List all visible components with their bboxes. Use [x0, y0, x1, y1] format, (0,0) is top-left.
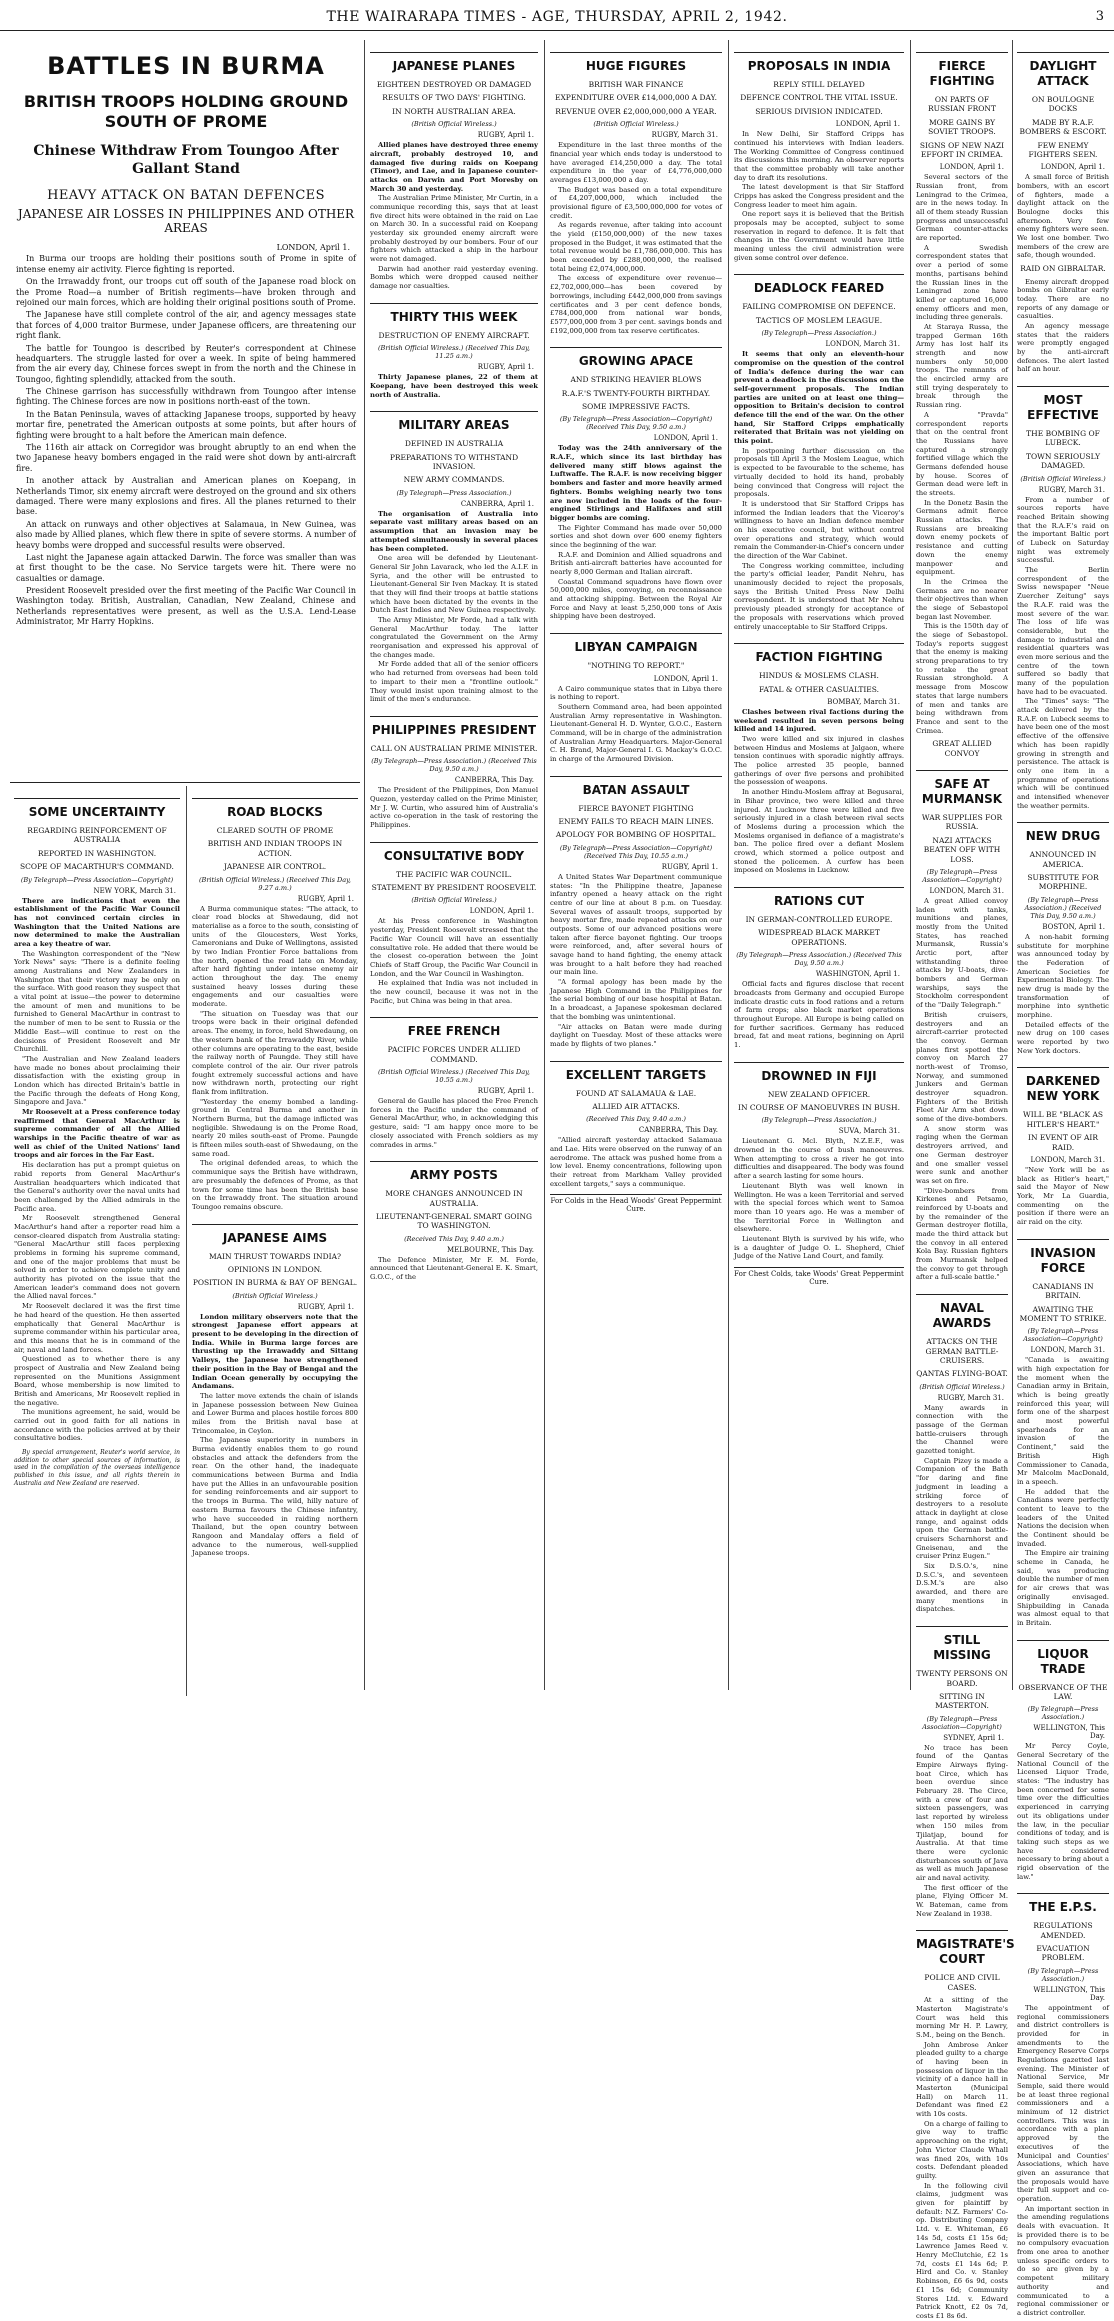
lead-story — [16, 40, 356, 760]
article-paragraph: In postponing further discussion on the proposals till April 3 the Moslem League, which is expected to be favourable to the scheme, has virtually decided to hold its hand, probably being convinced that Congress will reject the proposals. — [734, 446, 904, 499]
article-paragraph: The original defended areas, to which the communique says the British have withdrawn, are presumably the defences of Prome, as that town for some time has been the British base on the Irrawaddy front. The situation around Toungoo remains obscure. — [192, 1159, 358, 1211]
article-paragraph: The appointment of regional commissioners and district controllers is provided for in amendments to the Emergency Reserve Corps Regulations gazetted last evening. The Minister of National Service, Mr Semple, said there would be at least three regional commissioners and a minimum of 12 district controllers. This was in accordance with a plan approved by the executives of the Municipal and Counties' Associations, which have given an assurance that the proposals would have their full support and co-operation. — [1017, 2003, 1109, 2203]
article-subhead: MORE CHANGES ANNOUNCED IN AUSTRALIA. — [385, 1189, 523, 1208]
article-dateline: RUGBY, March 31. — [937, 1393, 1004, 1402]
article-paragraph: A small force of British bombers, with an escort of fighters, made a daylight attack on the Boulogne docks this afternoon. Very few enemy fighters were seen. We lost one bomber. Two members of the crew are safe, though wounded. — [1017, 173, 1109, 260]
lead-divider — [10, 782, 360, 783]
article-subhead: ATTACKS ON THE GERMAN BATTLE-CRUISERS. — [925, 1337, 999, 1365]
article-subhead: ON BOULOGNE DOCKS — [1031, 95, 1095, 114]
article-subhead: HINDUS & MOSLEMS CLASH. — [759, 671, 879, 681]
article-headline: EXCELLENT TARGETS — [550, 1061, 722, 1083]
article-dateline: LONDON, April 1. — [835, 120, 900, 129]
article-paragraph: A Swedish correspondent states that over a period of some months, partisans behind the Russian lines in the Leningrad zone have killed or captured 16,000 enemy officers and men, including three generals. — [916, 243, 1008, 322]
article-dateline: RUGBY, April 1. — [477, 131, 534, 140]
article-dateline: NEW YORK, March 31. — [93, 886, 176, 895]
article-subhead: DEFINED IN AUSTRALIA — [404, 439, 504, 449]
masthead — [0, 0, 1114, 31]
article-paragraph: As regards revenue, after taking into account the yield (£150,000,000) of the new taxes proposed in the Budget, it was estimated that the total revenue would be £1,786,000,000. This has been exceeded by £288,000,000, the realised total being £2,074,000,000. — [550, 221, 722, 273]
article-subhead: ANNOUNCED IN AMERICA. — [1029, 850, 1097, 869]
article-paragraph: Allied planes have destroyed three enemy aircraft, probably destroyed 10, and damaged five during raids on Koepang (Timor), and Lae, and in Japanese counter-attacks on Darwin and Port Moresby on March 30 and yesterday. — [370, 141, 538, 193]
article-subhead: RAID ON GIBRALTAR. — [1020, 264, 1106, 274]
article-headline: ARMY POSTS — [370, 1161, 538, 1183]
article-paragraph: A snow storm was raging when the German destroyers arrived, and one German destroyer and one smaller vessel were sunk and another was set on fire. — [916, 1124, 1008, 1185]
article-subhead: DESTRUCTION OF ENEMY AIRCRAFT. — [378, 330, 530, 340]
article-dateline: LONDON, April 1. — [653, 674, 718, 683]
article-dateline: WELLINGTON, This Day. — [1033, 1724, 1105, 1741]
lead-paragraph: The Japanese have still complete control of the air, and agency messages state that forces of 4,000 traitor Burmese, under Japanese officers, are threatening our right flank. — [16, 310, 356, 341]
lead-subhead-4: JAPANESE AIR LOSSES IN PHILIPPINES AND OTHER AREAS — [17, 207, 355, 236]
lead-subhead-1: BRITISH TROOPS HOLDING GROUND SOUTH OF PROME — [23, 92, 349, 131]
article-subhead: OPINIONS IN LONDON. — [227, 1264, 323, 1274]
article-dateline: SYDNEY, April 1. — [943, 1733, 1004, 1742]
article-paragraph: British cruisers, destroyers and an aircraft-carrier protected the convoy. German planes first spotted the convoy on March 27 north-west of Tromso, Norway, and summoned Junkers and German destroyer squadron. Fighters of the British Fleet Air Arm shot down some of the dive-bombers. — [916, 1010, 1008, 1124]
article-fierce-fighting — [916, 40, 1015, 2320]
article-dateline: CANBERRA, This Day. — [638, 1126, 718, 1135]
article-paragraph: The munitions agreement, he said, would be carried out in good faith for all nations in accordance with the policies arrived at by their consultative bodies. — [14, 1408, 180, 1443]
article-paragraph: Official facts and figures disclose that recent broadcasts from Germany and occupied Europe indicate drastic cuts in food rations and a return of farm crops; also black market operations throughout Europe. All Europe is being called on for further sacrifices. Germany has reduced bread, fat and meat rations, beginning on April 1. — [734, 980, 904, 1049]
advertisement-peppermint-cure: For Colds in the Head Woods' Great Peppermint Cure. — [550, 1194, 722, 1213]
article-subhead: SERIOUS DIVISION INDICATED. — [755, 106, 883, 116]
article-paragraph: In another Hindu-Moslem affray at Begusarai, in Bihar province, two were killed and three injured. At Lucknow three were killed and five seriously injured in a clash between rival sects of Moslems during a procession which the Moslems organised in defiance of a magistrate's ban. The police fired over a defiant Moslem crowd, which stormed a police outpost and stoned the policemen. A curfew has been imposed on Moslems in Lucknow. — [734, 788, 904, 875]
article-credit: (By Telegraph—Press Association—Copyright) — [20, 875, 174, 884]
lead-dateline: LONDON, April 1. — [276, 243, 350, 253]
article-paragraph: The first officer of the plane, Flying Officer M. W. Bateman, came from New Zealand in 1938. — [916, 1883, 1008, 1918]
article-paragraph: On a charge of failing to give way to traffic approaching on the right, John Victor Claude Whall was fined 20s, with 10s costs. Defendant pleaded guilty. — [916, 2119, 1008, 2180]
article-subhead: WIDESPREAD BLACK MARKET OPERATIONS. — [758, 928, 880, 947]
article-subhead: PREPARATIONS TO WITHSTAND INVASION. — [389, 452, 519, 471]
article-paragraph: A Burma communique states: "The attack, to clear road blocks at Shwedaung, did not materialise as a force to the south, consisting of units of the Gloucesters, West Yorks, Cameronians and Duke of Wellingtons, assisted by two Indian Frontier Force battalions from the north, opened the road late on Monday, after hard fighting under intense enemy air action throughout the day. The enemy sustained heavy losses during these engagements and our casualties were moderate. — [192, 904, 358, 1009]
article-subhead: R.A.F.'S TWENTY-FOURTH BIRTHDAY. — [561, 388, 711, 398]
article-paragraph: The excess of expenditure over revenue—£2,702,000,000—has been covered by borrowings, including £442,000,000 from savings certificates and 3 per cent defence bonds, £784,000,000 from national war bonds, £577,000,000 from 3 per cent. savings bonds and £192,000,000 from tax reserve certificates. — [550, 274, 722, 335]
article-credit: (British Official Wireless.) — [411, 120, 497, 129]
article-headline: THIRTY THIS WEEK — [370, 303, 538, 325]
article-paragraph: R.A.F. and Dominion and Allied squadrons and British anti-aircraft batteries have accounted for nearly 8,000 German and Italian aircraft. — [550, 550, 722, 576]
lead-paragraph: President Roosevelt presided over the first meeting of the Pacific War Council in Washington today. British, Australian, Canadian, New Zealand, Chinese and Netherlands representatives were present, as well as the U.S.A. Lend-Lease Administrator, Mr Harry Hopkins. — [16, 586, 356, 627]
article-credit: (Received This Day, 9.40 a.m.) — [586, 1115, 686, 1124]
article-credit: (British Official Wireless.) (Received This Day, 11.25 a.m.) — [378, 344, 530, 361]
masthead-title: THE WAIRARAPA TIMES - AGE, THURSDAY, APRIL 2, 1942. — [326, 9, 788, 25]
article-paragraph: Expenditure in the last three months of the financial year which ends today is understood to have averaged £14,250,000 a day. The total expenditure in the year of £4,776,000,000 averages £13,000,000 a day. — [550, 141, 722, 184]
article-subhead: BRITISH AND INDIAN TROOPS IN ACTION. — [207, 839, 343, 858]
article-dateline: LONDON, March 31. — [1030, 1346, 1105, 1355]
article-headline: CONSULTATIVE BODY — [370, 842, 538, 864]
article-dateline: WELLINGTON, This Day. — [1033, 1985, 1105, 2002]
article-subhead: QANTAS FLYING-BOAT. — [916, 1369, 1008, 1379]
article-subhead: IN EVENT OF AIR RAID. — [1028, 1133, 1098, 1152]
article-subhead: TOWN SERIOUSLY DAMAGED. — [1025, 451, 1101, 471]
article-credit: (By Telegraph—Press Association—Copyright) — [1023, 1327, 1103, 1344]
article-headline: ROAD BLOCKS — [192, 798, 358, 820]
article-subhead: FAILING COMPROMISE ON DEFENCE. — [742, 302, 896, 312]
article-dateline: MELBOURNE, This Day. — [446, 1245, 534, 1254]
article-paragraph: The Army Minister, Mr Forde, had a talk with General MacArthur today. The latter congratulated the Government on the Army reorganisation and expressed his approval of the changes made. — [370, 616, 538, 659]
article-dateline: BOSTON, April 1. — [1042, 922, 1105, 931]
article-paragraph: Six D.S.O.'s, nine D.S.C.'s, and seventeen D.S.M.'s are also awarded, and there are many mentions in dispatches. — [916, 1562, 1008, 1614]
article-headline: STILL MISSING — [916, 1626, 1008, 1663]
article-paragraph: It seems that only an eleventh-hour compromise on the question of the control of India's defence during the war can prevent a deadlock in the discussions on the self-government proposals. The Indian parties are united on at least one thing—opposition to Britain's decision to control defence till the end of the war. On the other hand, Sir Stafford Cripps emphatically reiterated that Britain was not yielding on this point. — [734, 350, 904, 446]
article-paragraph: Mr Forde added that all of the senior officers who had returned from overseas had been told to impart to their men a "frontline outlook." They would insist upon training almost to the limit of the men's endurance. — [370, 660, 538, 704]
article-credit: (British Official Wireless.) (Received This Day, 9.27 a.m.) — [199, 875, 351, 892]
article-headline: LIQUOR TRADE — [1017, 1640, 1109, 1677]
article-headline: LIBYAN CAMPAIGN — [550, 633, 722, 655]
article-headline: RATIONS CUT — [734, 887, 904, 909]
article-headline: DARKENED NEW YORK — [1017, 1067, 1109, 1104]
article-paragraph: The Japanese superiority in numbers in Burma evidently enables them to go round obstacles and attack the defenders from the rear. On the other hand, the inadequate communications between Burma and India have put the Allies in an unfavourable position for sending reinforcements and air support to the troops in Burma. The wild, hilly nature of eastern Burma favours the Chinese infantry, who have succeeded in raiding northern Thailand, but the open country between Rangoon and Mandalay offers a field of advance to the numerous, well-supplied Japanese troops. — [192, 1436, 358, 1558]
article-subhead: REGARDING REINFORCEMENT OF AUSTRALIA — [27, 826, 167, 845]
article-headline: SOME UNCERTAINTY — [14, 798, 180, 820]
article-paragraph: The organisation of Australia into separate vast military areas based on an assumption that an invasion may be attempted simultaneously in several places has been completed. — [370, 509, 538, 553]
article-dateline: RUGBY, April 1. — [297, 894, 354, 903]
article-dateline: CANBERRA, April 1. — [460, 499, 534, 508]
article-subhead: SITTING IN MASTERTON. — [935, 1691, 989, 1711]
article-paragraph: The latest development is that Sir Stafford Cripps has asked the Congress president and the Congress leader to meet him again. — [734, 183, 904, 209]
article-paragraph: This is the 150th day of the siege of Sebastopol. Today's reports suggest that the enemy is making strong preparations to try to retake the great Russian stronghold. A message from Moscow states that large numbers of men and tanks are being withdrawn from France and sent to the Crimea. — [916, 622, 1008, 735]
article-subhead: NAZI ATTACKS BEATEN OFF WITH LOSS. — [923, 835, 1001, 864]
article-paragraph: Mr Roosevelt strengthened General MacArthur's hand after a reporter read him a censor-cleared dispatch from Australia stating: "General MacArthur still faces perplexing problems in forming his supreme command, and one of the major problems that must be solved in order to achieve complete unity and authority has pivoted on the issue that the American leader's command does not govern the Allied naval forces." — [14, 1214, 180, 1301]
lead-subhead-2: Chinese Withdraw From Toungoo After Gallant Stand — [33, 143, 339, 178]
article-paragraph: The Berlin correspondent of the Swiss newspaper "Neue Zuercher Zeitung" says the R.A.F. raid was the most severe of the war. The loss of life was considerable, but the damage to industrial and residential quarters was even more serious and the centre of the town suffered so badly that many of the population have had to be evacuated. — [1017, 566, 1109, 696]
article-paragraph: Coastal Command squadrons have flown over 50,000,000 miles, convoying, on reconnaissance and attacking shipping. Between the Royal Air Force and Navy at least 5,250,000 tons of Axis shipping have been destroyed. — [550, 577, 722, 621]
article-paragraph: An agency message states that the raiders were promptly engaged by the anti-aircraft defences. The alert lasted half an hour. — [1017, 321, 1109, 374]
article-headline: BATAN ASSAULT — [550, 776, 722, 798]
article-paragraph: An important section in the amending regulations deals with evacuation. It is provided there is to be no compulsory evacuation from one area to another unless specific orders to do so are given by a competent military authority and communicated to a regional commissioner or a district controller. — [1017, 2204, 1109, 2317]
article-dateline: CANBERRA, This Day. — [454, 776, 534, 785]
article-credit: (By Telegraph—Press Association—Copyright) (Received This Day, 10.55 a.m.) — [559, 843, 713, 860]
article-paragraph: Lieutenant Blyth was well known in Wellington. He was a keen Territorial and served with the special forces which went to Samoa more than 10 years ago. He was a member of the Territorial Force in Wellington and elsewhere. — [734, 1181, 904, 1234]
article-paragraph: No trace has been found of the Qantas Empire Airways flying-boat Circe, which has been overdue since February 28. The Circe, with a crew of four and sixteen passengers, was last reported by wireless when 150 miles from Tjilatjap, bound for Australia. At that time there were cyclonic disturbances south of Java as well as much Japanese air and naval activity. — [916, 1743, 1008, 1882]
article-paragraph: It is understood that Sir Stafford Cripps has informed the Indian leaders that the Viceroy's willingness to have an Indian defence member on his executive council, but without control over operations and strategy, which would remain the Commander-in-Chief's concern under the direction of the War Cabinet. — [734, 499, 904, 560]
article-credit: (British Official Wireless.) — [232, 1291, 318, 1300]
column-rule — [186, 786, 187, 1696]
article-headline: GROWING APACE — [550, 347, 722, 369]
article-dateline: LONDON, March 31. — [1030, 1155, 1105, 1164]
article-paragraph: "Canada is awaiting with high expectation for the moment when the Canadian army in Britain, which is being greatly reinforced this year, will form one of the sharpest and most powerful spearheads for an invasion of the Continent," said the British High Commissioner to Canada, Mr Malcolm MacDonald, in a speech. — [1017, 1356, 1109, 1486]
article-subhead: THE BOMBING OF LUBECK. — [1026, 429, 1100, 448]
article-credit: (By Telegraph—Press Association.) (Received This Day, 9.50 a.m.) — [1024, 895, 1102, 920]
article-dateline: RUGBY, April 1. — [477, 363, 534, 372]
article-credit: (By Telegraph—Press Association.) (Received This Day, 9.50 a.m.) — [371, 757, 537, 774]
article-dateline: RUGBY, April 1. — [661, 862, 718, 871]
article-subhead: IN GERMAN-CONTROLLED EUROPE. — [745, 915, 893, 924]
article-dateline: BOMBAY, March 31. — [827, 697, 900, 706]
article-paragraph: Today was the 24th anniversary of the R.A.F., which since its last birthday has delivered many stiff blows against the Luftwaffe. The R.A.F. is now receiving bigger bombers and faster and more heavily armed fighters. Bombs weighing nearly two tons are now included in the loads of the four-engined Stirlings and Halifaxes and still bigger bombs are coming. — [550, 444, 722, 522]
article-headline: JAPANESE PLANES — [370, 52, 538, 74]
article-subhead: ON PARTS OF RUSSIAN FRONT — [927, 95, 996, 114]
lead-paragraph: In the Batan Peninsula, waves of attacking Japanese troops, supported by heavy mortar fire, penetrated the American outposts at some points, but after hours of fighting were brought to a halt before the American main defence. — [16, 409, 356, 440]
lead-paragraph: The 116th air attack on Corregidor was brought abruptly to an end when the two Japanese heavy bombers engaged in the raid were shot down by anti-aircraft fire. — [16, 443, 356, 473]
article-paragraph: At Staraya Russa, the trapped German 16th Army has lost half its strength and now numbers only 50,000 troops. The remnants of the encircled army are still trying desperately to break through the Russian ring. — [916, 322, 1008, 410]
article-dateline: WASHINGTON, April 1. — [815, 970, 900, 979]
article-credit: (British Official Wireless.) — [411, 896, 497, 905]
article-subhead: IN COURSE OF MANOEUVRES IN BUSH. — [738, 1103, 900, 1112]
article-subhead: POLICE AND CIVIL CASES. — [924, 1973, 1000, 1992]
article-subhead: REVENUE OVER £2,000,000,000 A YEAR. — [555, 106, 717, 116]
article-credit: (By Telegraph—Press Association.) — [761, 329, 877, 338]
article-headline: HUGE FIGURES — [550, 52, 722, 74]
article-credit: (By Telegraph—Press Association.) (Received This Day, 9.50 a.m.) — [736, 951, 902, 968]
column-rule — [1012, 40, 1013, 1690]
article-paragraph: Two were killed and six injured in clashes between Hindus and Moslems at Jalgaon, where tension continues with sporadic nightly affrays. The police arrested 35 people, banned gatherings of over five persons and prohibited the possession of weapons. — [734, 735, 904, 787]
article-subhead: TACTICS OF MOSLEM LEAGUE. — [755, 315, 883, 325]
article-paragraph: Captain Pizey is made a Companion of the Bath "for daring and fine judgment in leading a striking force of destroyers to a resolute attack in daylight at close range, and against odds upon the German battle-cruisers Scharnhorst and Gneisenau, and the cruiser Prinz Eugen." — [916, 1456, 1008, 1561]
article-subhead: APOLOGY FOR BOMBING OF HOSPITAL. — [555, 830, 717, 840]
lead-paragraph: In another attack by Australian and American planes on Koepang, in Netherlands Timor, six enemy aircraft were destroyed on the ground and six others damaged. There were many explosions and fires. All the planes returned to their base. — [16, 476, 356, 517]
article-subhead: FIERCE BAYONET FIGHTING — [578, 803, 694, 813]
article-paragraph: In the Donetz Basin the Germans admit fierce Russian attacks. The Russians are breaking down enemy pockets of resistance and cutting down the enemy manpower and equipment. — [916, 498, 1008, 577]
article-japanese-planes — [370, 40, 538, 1695]
article-subhead: GREAT ALLIED CONVOY — [932, 739, 992, 758]
article-subhead: SUBSTITUTE FOR MORPHINE. — [1027, 873, 1099, 892]
article-headline: NEW DRUG — [1017, 822, 1109, 844]
article-subhead: RESULTS OF TWO DAYS' FIGHTING. — [382, 93, 526, 103]
article-credit: (British Official Wireless.) — [1020, 474, 1106, 483]
article-subhead: EVACUATION PROBLEM. — [1036, 1944, 1090, 1963]
special-arrangement-note: By special arrangement, Reuter's world service, in addition to other special sources of information, is used in the compilation of the overseas intelligence published in this issue, and all rights therein in Australia and New Zealand are reserved. — [14, 1449, 180, 1487]
article-headline: THE E.P.S. — [1017, 1893, 1109, 1915]
article-paragraph: One area will be defended by Lieutenant-General Sir John Lavarack, who led the A.I.F. in Syria, and the other will be entrusted to Lieutenant-General Sir Iven Mackay. It is stated that they will find their troops at battle stations which have been dictated by the events in the Dutch East Indies and New Guinea respectively. — [370, 554, 538, 615]
article-credit: (By Telegraph—Press Association.) — [1027, 1705, 1099, 1722]
article-dateline: RUGBY, March 31. — [651, 131, 718, 140]
article-paragraph: The Budget was based on a total expenditure of £4,207,000,000, which included the provisional figure of £3,500,000,000 for votes of credit. — [550, 185, 722, 220]
lead-paragraph: The Chinese garrison has successfully withdrawn from Toungoo after intense fighting. The Chinese forces are now in positions north-east of the town. — [16, 387, 356, 407]
article-subhead: AWAITING THE MOMENT TO STRIKE. — [1019, 1304, 1107, 1323]
article-subhead: CLEARED SOUTH OF PROME — [216, 826, 334, 835]
article-paragraph: A "Pravda" correspondent reports that on the central front the Russians have captured a strongly fortified village which the Germans defended house by house. Scores of German dead were left in the streets. — [916, 410, 1008, 497]
article-credit: (By Telegraph—Press Association—Copyright) — [922, 867, 1002, 884]
lead-paragraph: The battle for Toungoo is described by Reuter's correspondent at Chinese headquarters. The struggle lasted for over a week. In spite of being hammered from the air every day, Chinese forces swept in from the north and the Chinese in Toungoo, fighting splendidly, attacked from the south. — [16, 343, 356, 384]
article-paragraph: Southern Command area, had been appointed Australian Army representative in Washington. Lieutenant-General H. D. Wynter, G.O.C., Eastern Command, will be in charge of the administration of Australian Army Headquarters. Major-General C. H. Brand, Major-General I. G. Mackay's G.O.C. in charge of the Armoured Division. — [550, 702, 722, 763]
article-subhead: OBSERVANCE OF THE LAW. — [1018, 1682, 1108, 1701]
article-subhead: DEFENCE CONTROL THE VITAL ISSUE. — [740, 93, 898, 103]
article-paragraph: General de Gaulle has placed the Free French forces in the Pacific under the command of General MacArthur, who, in acknowledging this gesture, said: "I am happy once more to be closely associated with French soldiers as my comrades in arms." — [370, 1097, 538, 1149]
article-paragraph: One report says it is believed that the British proposals may be accepted, subject to some reservation in regard to defence. It is felt that changes in the Government would have little meaning unless the civil administration were given some control over defence. — [734, 210, 904, 262]
article-subhead: REGULATIONS AMENDED. — [1033, 1921, 1093, 1940]
article-subhead: BRITISH WAR FINANCE — [588, 80, 684, 89]
article-paragraph: Enemy aircraft dropped bombs on Gibraltar early today. There are no reports of any damage or casualties. — [1017, 277, 1109, 321]
article-paragraph: Thirty Japanese planes, 22 of them at Koepang, have been destroyed this week north of Australia. — [370, 373, 538, 399]
article-paragraph: "New York will be as black as Hitler's heart," said the Mayor of New York, Mr La Guardia, commenting on the position if there were an air raid on the city. — [1017, 1165, 1109, 1227]
article-paragraph: Darwin had another raid yesterday evening. Bombs which were dropped caused neither damage nor casualties. — [370, 264, 538, 291]
article-headline: DROWNED IN FIJI — [734, 1062, 904, 1084]
article-paragraph: His declaration has put a prompt quietus on rabid reports from General MacArthur's Australian headquarters which indicated that the General's authority over the naval units had been challenged by the Allied admirals in the Pacific area. — [14, 1161, 180, 1213]
lead-paragraph: In Burma our troops are holding their positions south of Prome in spite of intense enemy air activity. Fierce fighting is reported. — [16, 254, 356, 274]
article-paragraph: At his Press conference in Washington yesterday, President Roosevelt stressed that the Pacific War Council will have an essentially consultative role. He added that there would be the closest co-operation between the Joint Chiefs of Staff Group, the Pacific War Council in London, and the War Council in Washington. — [370, 917, 538, 978]
article-paragraph: A great Allied convoy laden with tanks, munitions and planes, mostly from the United States, has reached Murmansk, Russia's Arctic port, after withstanding three attacks by U-boats, dive-bombers and German warships, says the Stockholm correspondent of the "Daily Telegraph." — [916, 896, 1008, 1010]
article-credit: (British Official Wireless.) — [919, 1382, 1005, 1391]
article-credit: (By Telegraph—Press Association.) — [761, 1116, 877, 1125]
article-headline: MILITARY AREAS — [370, 411, 538, 433]
article-paragraph: Mr Percy Coyle, General Secretary of the National Council of the Licensed Liquor Trade, states: "The industry has been concerned for some time over the difficulties experienced in carrying out its obligations under the law, in the peculiar conditions of today, and is taking such steps as we have considered necessary to bring about a rigid observation of the law." — [1017, 1742, 1109, 1881]
article-paragraph: "Air attacks on Batan were made during daylight on Tuesday. Most of these attacks were made by flights of two planes." — [550, 1022, 722, 1048]
article-headline: DAYLIGHT ATTACK — [1017, 52, 1109, 89]
article-credit: (By Telegraph—Press Association—Copyright) (Received This Day, 9.50 a.m.) — [559, 415, 713, 432]
article-paragraph: From a number of sources reports have reached Britain showing that the R.A.F.'s raid on the important Baltic port of Lubeck on Saturday night was extremely successful. — [1017, 495, 1109, 565]
article-paragraph: A non-habit forming substitute for morphine was announced today by the Federation of American Societies for Experimental Biology. The new drug is made by the transformation of morphine into synthetic morphine. — [1017, 932, 1109, 1019]
article-paragraph: A United States War Department communique states: "In the Philippine theatre, Japanese infantry opened a heavy attack on the right centre of our line at about 8 p.m. on Tuesday. Several waves of assault troops, supported by heavy mortar fire, made repeated attacks on our outposts. Some of our advanced positions were taken after fierce bayonet fighting. Our troops were reinforced, and, after several hours of savage hand to hand fighting, the enemy attack was brought to a halt before they had reached our main line. — [550, 872, 722, 977]
article-dateline: LONDON, April 1. — [939, 163, 1004, 172]
article-subhead: JAPANESE AIR CONTROL. — [223, 862, 327, 872]
article-paragraph: London military observers note that the strongest Japanese effort appears at present to be developing in the direction of India. While in Burma large forces are thrusting up the Irrawaddy and Sittang Valleys, the Japanese have strengthened their position in the Bay of Bengal and the Indian Ocean generally by occupying the Andamans. — [192, 1312, 358, 1391]
article-subhead: THE PACIFIC WAR COUNCIL. — [396, 869, 512, 879]
article-daylight-attack — [1017, 40, 1109, 2317]
article-paragraph: The Congress working committee, including the party's official leader, Pandit Nehru, has unanimously decided to reject the proposals, says the British United Press New Delhi correspondent. It is understood that Mr Nehru previously pleaded strongly for acceptance of the proposals with reservations which proved entirely unacceptable to Sir Stafford Cripps. — [734, 561, 904, 631]
article-dateline: SUVA, March 31. — [838, 1127, 900, 1136]
article-subhead: FEW ENEMY FIGHTERS SEEN. — [1028, 140, 1098, 159]
article-proposals-in-india — [734, 40, 904, 1695]
article-credit: (By Telegraph—Press Association.) — [1027, 1966, 1099, 1983]
article-subhead: POSITION IN BURMA & BAY OF BENGAL. — [192, 1278, 358, 1288]
article-credit: (Received This Day, 9.40 a.m.) — [404, 1234, 504, 1243]
page-number: 3 — [1095, 9, 1104, 24]
article-paragraph: Lieutenant Blyth is survived by his wife, who is a daughter of Judge O. L. Shepherd, Chief Judge of the Native Land Court, and family. — [734, 1234, 904, 1261]
lead-paragraph: On the Irrawaddy front, our troops cut off south of the Japanese road block on the Prome Road—a number of British regiments—have broken through and rejoined our main forces, which are holding their original positions south of Prome. — [16, 277, 356, 307]
article-headline: PHILIPPINES PRESIDENT — [370, 716, 538, 738]
article-subhead: "NOTHING TO REPORT." — [587, 661, 685, 671]
article-subhead: SCOPE OF MACARTHUR'S COMMAND. — [20, 862, 174, 872]
article-dateline: RUGBY, April 1. — [297, 1302, 354, 1311]
article-subhead: FATAL & OTHER CASUALTIES. — [758, 684, 880, 694]
article-road-blocks — [192, 786, 358, 1696]
column-rule — [910, 40, 911, 1690]
article-subhead: FOUND AT SALAMAUA & LAE. — [575, 1088, 697, 1098]
article-subhead: AND STRIKING HEAVIER BLOWS — [570, 375, 702, 385]
article-subhead: WAR SUPPLIES FOR RUSSIA. — [921, 813, 1003, 832]
article-subhead: MADE BY R.A.F. BOMBERS & ESCORT. — [1019, 117, 1107, 137]
lead-headline: BATTLES IN BURMA — [47, 52, 325, 80]
article-dateline: LONDON, April 1. — [653, 434, 718, 443]
article-paragraph: Several sectors of the Russian front, from Leningrad to the Crimea, are in the news today. In all of them steady Russian progress and unsuccessful German counter-attacks are reported. — [916, 173, 1008, 243]
article-subhead: EXPENDITURE OVER £14,000,000 A DAY. — [554, 93, 718, 103]
article-subhead: TWENTY PERSONS ON BOARD. — [916, 1669, 1008, 1688]
article-subhead: PACIFIC FORCES UNDER ALLIED COMMAND. — [387, 1045, 521, 1064]
article-headline: DEADLOCK FEARED — [734, 274, 904, 296]
article-credit: (British Official Wireless.) (Received This Day, 10.55 a.m.) — [378, 1068, 530, 1085]
article-subhead: NEW ARMY COMMANDS. — [403, 475, 505, 485]
article-subhead: NEW ZEALAND OFFICER. — [767, 1089, 871, 1099]
lead-paragraph: Last night the Japanese again attacked Darwin. The force was smaller than was at first thought to be the case. No Service targets were hit. There were no casualties or damage. — [16, 552, 356, 583]
article-some-uncertainty — [14, 786, 180, 1696]
article-credit: (By Telegraph—Press Association—Copyright) — [922, 1714, 1002, 1731]
article-subhead: MORE GAINS BY SOVIET TROOPS. — [928, 117, 996, 137]
lead-body — [16, 254, 356, 627]
article-paragraph: He explained that India was not included in the new council, because it was not in the Pacific, but China was being in that area. — [370, 979, 538, 1005]
article-paragraph: Clashes between rival factions during the weekend resulted in seven persons being killed and 14 injured. — [734, 707, 904, 734]
article-dateline: LONDON, April 1. — [1040, 163, 1105, 172]
article-paragraph: At a sitting of the Masterton Magistrate's Court was held this morning Mr H. P. Lawry, S.M., being on the Bench. — [916, 1996, 1008, 2039]
article-credit: (By Telegraph—Press Association.) — [396, 488, 512, 497]
article-paragraph: "The Australian and New Zealand leaders have made no bones about proclaiming their dissatisfaction with the existing group in London which has directed Britain's battle in the Pacific through the defeats of Hong Kong, Singapore and Java." — [14, 1054, 180, 1107]
article-subhead: REPORTED IN WASHINGTON. — [37, 848, 157, 858]
article-paragraph: In the following civil claims, judgment was given for plaintiff by default: N.Z. Farmers' Co-op. Distributing Company Ltd. v. E. Whiteman, £6 14s 5d, costs £1 15s 6d; Lawrence James Reed v. Henry McClutchie, £2 1s 7d, costs £1 14s 6d; P. Hird and Co. v. Stanley Robinson, £6 6s 9d, costs £1 15s 6d; Community Stores Ltd. v. Edward Patrick Knott, £2 0s 7d, costs £1 8s 6d. — [916, 2181, 1008, 2320]
article-headline: SAFE AT MURMANSK — [916, 770, 1008, 807]
lead-paragraph: An attack on runways and other objectives at Salamaua, in New Guinea, was also made by Allied planes, which flew there in spite of severe storms. A number of heavy bombs were dropped and successful results were observed. — [16, 519, 356, 550]
article-paragraph: "The situation on Tuesday was that our troops were back in their original defended areas. The enemy, in force, held Shwedaung, on the western bank of the Irrawaddy River, while other columns are operating to the east, beside the railway north of Paungde. They still have complete control of the air. Our river patrols fought extremely successful actions and have now withdrawn north, protecting our right flank from infiltration. — [192, 1009, 358, 1096]
lead-subhead-3: HEAVY ATTACK ON BATAN DEFENCES — [47, 188, 325, 204]
article-subhead: ALLIED AIR ATTACKS. — [592, 1101, 680, 1111]
article-subhead: CANADIANS IN BRITAIN. — [1032, 1281, 1094, 1301]
article-headline: NAVAL AWARDS — [916, 1294, 1008, 1331]
article-subhead: LIEUTENANT-GENERAL SMART GOING TO WASHINGTON. — [375, 1211, 533, 1231]
article-paragraph: "Yesterday the enemy bombed a landing-ground in Central Burma and another in Northern Burma, but the damage inflicted was negligible. Shwedaung is on the Prome Road, nearly 20 miles south-east of Prome. Paungde is fifteen miles south-east of Shwedaung, on the same road. — [192, 1097, 358, 1158]
article-subhead: MAIN THRUST TOWARDS INDIA? — [208, 1251, 342, 1261]
article-paragraph: The Fighter Command has made over 50,000 sorties and shot down over 600 enemy fighters since the beginning of the war. — [550, 523, 722, 549]
article-dateline: LONDON, March 31. — [825, 340, 900, 349]
article-paragraph: The "Times" says: "The attack delivered by the R.A.F. on Lubeck seems to have been one of the most effective of the offensive which has been rapidly growing in strength and persistence. The attack is only one item in a programme of operations which will be continued and intensified whenever the weather permits. — [1017, 697, 1109, 810]
article-subhead: CALL ON AUSTRALIAN PRIME MINISTER. — [370, 743, 538, 753]
article-paragraph: "Allied aircraft yesterday attacked Salamaua and Lae. Hits were observed on the runway of an aerodrome. The attack was pushed home from a low level. Enemy concentrations, following upon their retreat from Markham Valley provided excellent targets," says a communique. — [550, 1136, 722, 1188]
article-paragraph: Mr Roosevelt declared it was the first time he had heard of the question. He then asserted emphatically that General MacArthur is supreme commander within his particular area, and this means that he is in command of the air, naval and land forces. — [14, 1302, 180, 1354]
article-headline: FIERCE FIGHTING — [916, 52, 1008, 89]
article-paragraph: Lieutenant G. Mcl. Blyth, N.Z.E.F., was drowned in the course of bush manoeuvres. When attempting to cross a river he got into difficulties and disappeared. The body was found after a search lasting for some hours. — [734, 1137, 904, 1181]
article-headline: INVASION FORCE — [1017, 1239, 1109, 1276]
article-dateline: RUGBY, March 31. — [1038, 485, 1105, 494]
column-rule — [364, 40, 365, 1690]
column-rule — [728, 40, 729, 1690]
article-paragraph: The latter move extends the chain of islands in Japanese possession between New Guinea and Lower Burma and places hostile forces 800 miles from the British naval base at Trincomalee, in Ceylon. — [192, 1391, 358, 1435]
article-paragraph: The President of the Philippines, Don Manuel Quezon, yesterday called on the Prime Minister, Mr J. W. Curtin, who assured him of Australia's active co-operation in the task of restoring the Philippines. — [370, 786, 538, 829]
article-paragraph: The Australian Prime Minister, Mr Curtin, in a communique recording this, says that at least five direct hits were obtained in the raid on Lae on March 30. In a successful raid on Koepang yesterday six grounded enemy aircraft were probably destroyed by our bombers. Four of our fighters which attacked a ship in the harbour were not damaged. — [370, 194, 538, 264]
article-subhead: IN NORTH AUSTRALIAN AREA. — [392, 106, 516, 116]
article-paragraph: The Washington correspondent of the "New York News" says: "There is a definite feeling among Australians and New Zealanders in Washington that their victory may be only on the surface. With good reason they suspect that a vital point at issue—the power to determine the amount of men and munitions to be furnished to General MacArthur in contrast to the number of men to be sent to Russia or the Middle East—will continue to rest on the decisions of President Roosevelt and Mr Churchill. — [14, 949, 180, 1054]
article-paragraph: In New Delhi, Sir Stafford Cripps has continued his interviews with Indian leaders. The Working Committee of Congress continued its discussions this morning. An observer reports that the committee probably will take another day to draft its resolutions. — [734, 130, 904, 182]
article-paragraph: Questioned as to whether there is any prospect of Australia and New Zealand being represented on the Munitions Assignment Board, whose membership is now limited to British and Americans, Mr Roosevelt replied in the negative. — [14, 1355, 180, 1407]
article-paragraph: In the Crimea the Germans are no nearer their objectives than when the siege of Sebastopol began last November. — [916, 577, 1008, 621]
article-dateline: RUGBY, April 1. — [477, 1087, 534, 1096]
article-subhead: EIGHTEEN DESTROYED OR DAMAGED — [376, 80, 532, 89]
article-subhead: WILL BE "BLACK AS HITLER'S HEART." — [1022, 1110, 1104, 1129]
article-paragraph: "A formal apology has been made by the Japanese High Command in the Philippines for the serial bombing of our base hospital at Batan. In a broadcast, a Japanese spokesman declared that the bombing was unintentional. — [550, 978, 722, 1021]
advertisement-peppermint-cure: For Chest Colds, take Woods' Great Peppermint Cure. — [734, 1267, 904, 1286]
article-paragraph: Detailed effects of the new drug on 100 cases were reported by two New York doctors. — [1017, 1020, 1109, 1055]
article-paragraph: Many awards in connection with the passage of the German battle-cruisers through the Channel were gazetted tonight. — [916, 1403, 1008, 1456]
column-rule — [544, 40, 545, 1690]
article-paragraph: "Dive-bombers from Kirkenes and Petsamo, reinforced by U-boats and by the remainder of the German destroyer flotilla, made the third attack but the convoy in all entered Kola Bay. Russian fighters from Murmansk helped the convoy to get through after a full-scale battle." — [916, 1186, 1008, 1282]
article-headline: FACTION FIGHTING — [734, 643, 904, 665]
article-paragraph: Mr Roosevelt at a Press conference today reaffirmed that General MacArthur is supreme commander of all the Allied warships in the Pacific theatre of war as well as chief of the United Nations' land troops and air forces in the Far East. — [14, 1108, 180, 1160]
article-subhead: ENEMY FAILS TO REACH MAIN LINES. — [558, 817, 714, 827]
article-headline: PROPOSALS IN INDIA — [734, 52, 904, 74]
article-paragraph: A Cairo communique states that in Libya there is nothing to report. — [550, 684, 722, 702]
article-paragraph: The Empire air training scheme in Canada, he said, was producing double the number of men for air crews that was originally envisaged. Shipbuilding in Canada was almost equal to that in Britain. — [1017, 1549, 1109, 1627]
article-huge-figures — [550, 40, 722, 1695]
article-headline: JAPANESE AIMS — [192, 1224, 358, 1246]
article-headline: MAGISTRATE'S COURT — [916, 1930, 1008, 1967]
article-paragraph: There are indications that even the establishment of the Pacific War Council has not convinced certain circles in Washington that the United Nations are now determined to make the Australian area a key theatre of war. — [14, 896, 180, 948]
article-subhead: STATEMENT BY PRESIDENT ROOSEVELT. — [371, 883, 537, 893]
article-credit: (British Official Wireless.) — [593, 120, 679, 129]
article-paragraph: The Defence Minister, Mr F. M. Forde, announced that Lieutenant-General E. K. Smart, G.O.C., of the — [370, 1255, 538, 1282]
article-subhead: SOME IMPRESSIVE FACTS. — [582, 402, 690, 411]
article-headline: MOST EFFECTIVE — [1017, 386, 1109, 423]
article-paragraph: He added that the Canadians were perfectly content to leave to the leaders of the United Nations the decision when the Continent should be invaded. — [1017, 1487, 1109, 1548]
article-headline: FREE FRENCH — [370, 1017, 538, 1039]
article-dateline: LONDON, April 1. — [469, 907, 534, 916]
article-subhead: REPLY STILL DELAYED — [773, 80, 865, 89]
article-paragraph: John Ambrose Anker pleaded guilty to a charge of having been in possession of liquor in the vicinity of a dance hall in Masterton (Municipal Hall) on March 11. Defendant was fined £2 with 10s costs. — [916, 2040, 1008, 2119]
article-dateline: LONDON, March 31. — [929, 886, 1004, 895]
article-subhead: SIGNS OF NEW NAZI EFFORT IN CRIMEA. — [919, 140, 1005, 159]
